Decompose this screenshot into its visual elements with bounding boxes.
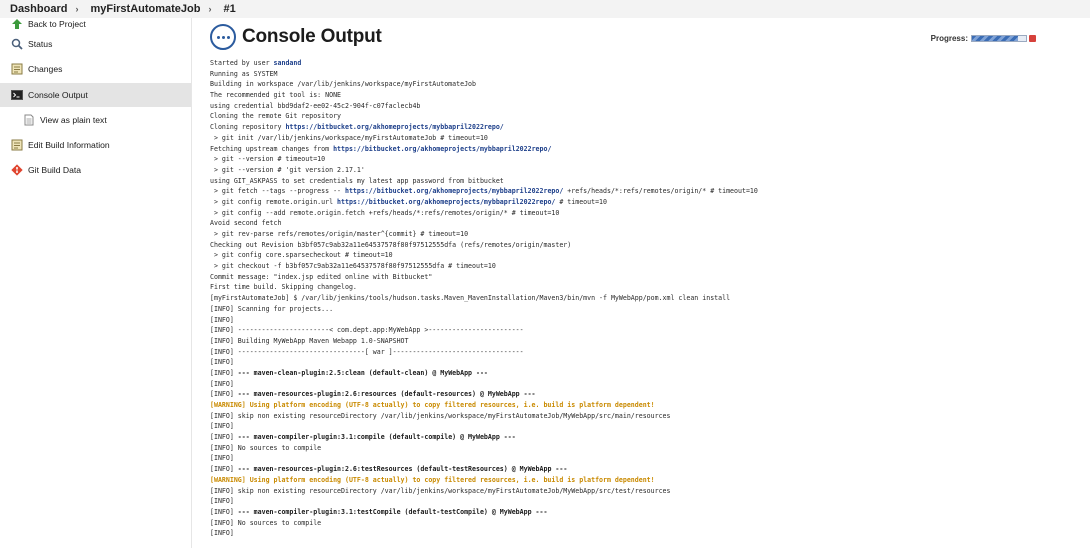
console-line-text: [myFirstAutomateJob] $ /var/lib/jenkins/tools/hudson.tasks.Maven_MavenInstallation/Maven3/bin/mvn -f MyWebApp/pom.xml clean install <box>210 294 731 303</box>
console-line <box>210 453 1070 464</box>
console-line-text: > git config core.sparsecheckout # timeout=10 <box>210 251 393 260</box>
console-line-text: [INFO] <box>210 465 238 474</box>
build-progress <box>931 34 1036 43</box>
console-line-text: [INFO] <box>210 315 234 324</box>
console-line <box>210 133 1070 144</box>
console-line-text: [INFO] --------------------------------[ war ]--------------------------------- <box>210 347 524 356</box>
console-line <box>210 79 1070 90</box>
sidebar-item-label: View as plain text <box>40 114 107 125</box>
console-line <box>210 218 1070 229</box>
console-link[interactable]: sandand <box>273 59 302 67</box>
console-line-text: > git rev-parse refs/remotes/origin/master^{commit} # timeout=10 <box>210 230 469 238</box>
main-content <box>200 18 1080 548</box>
console-line <box>210 304 1070 315</box>
console-line-text: [INFO] Scanning for projects... <box>210 304 334 313</box>
sidebar-item-label: Back to Project <box>28 19 86 29</box>
console-line <box>210 186 1070 197</box>
console-line-text: [INFO] <box>210 454 234 463</box>
console-line <box>210 379 1070 390</box>
console-line-text: > git config --add remote.origin.fetch +refs/heads/*:refs/remotes/origin/* # timeout=10 <box>210 208 560 217</box>
breadcrumb <box>0 0 1090 18</box>
stop-build-icon[interactable] <box>1029 35 1036 42</box>
console-icon <box>210 24 236 50</box>
console-line-text: Started by user <box>210 59 274 67</box>
console-line <box>210 528 1070 539</box>
progress-label: Progress: <box>930 34 968 43</box>
sidebar-item-label: Git Build Data <box>28 165 82 176</box>
console-line <box>210 293 1070 304</box>
sidebar-item-back-to-project[interactable] <box>0 18 191 30</box>
console-line-text: [INFO] skip non existing resourceDirectory /var/lib/jenkins/workspace/myFirstAutomateJob/MyWebApp/src/test/resources <box>210 486 671 495</box>
console-line <box>210 368 1070 379</box>
console-line-step: --- maven-clean-plugin:2.5:clean (default-clean) @ MyWebApp --- <box>237 368 488 377</box>
console-line <box>210 165 1070 176</box>
console-link[interactable]: https://bitbucket.org/akhomeprojects/mybbapril2022repo/ <box>344 187 564 196</box>
console-line <box>210 443 1070 454</box>
console-line-text: The recommended git tool is: NONE <box>210 91 342 100</box>
console-line <box>210 421 1070 432</box>
console-line <box>210 154 1070 165</box>
console-line-suffix: +refs/heads/*:refs/remotes/origin/* # timeout=10 <box>563 187 758 196</box>
console-line-step: --- maven-resources-plugin:2.6:testResources (default-testResources) @ MyWebApp --- <box>237 465 568 474</box>
console-line <box>210 336 1070 347</box>
console-line <box>210 496 1070 507</box>
console-line-text: Cloning repository <box>210 123 286 132</box>
console-line <box>210 464 1070 475</box>
breadcrumb-chevron-icon[interactable]: › <box>75 4 79 14</box>
console-line <box>210 122 1070 133</box>
console-line <box>210 507 1070 518</box>
sidebar-item-console-output[interactable] <box>0 83 191 107</box>
progress-bar <box>971 35 1027 42</box>
console-line-text: > git init /var/lib/jenkins/workspace/myFirstAutomateJob # timeout=10 <box>210 133 488 142</box>
console-line-text: [INFO] <box>210 433 238 442</box>
console-line-text: [INFO] <box>210 390 238 399</box>
console-line <box>210 176 1070 187</box>
sidebar-item-label: Console Output <box>28 89 88 100</box>
console-line <box>210 411 1070 422</box>
console-line <box>210 389 1070 400</box>
console-line-text: Cloning the remote Git repository <box>210 112 342 121</box>
console-line <box>210 347 1070 358</box>
sidebar-item-label: Edit Build Information <box>28 140 110 151</box>
console-line-text: [INFO] <box>210 379 234 388</box>
console-line <box>210 518 1070 529</box>
console-line-step: --- maven-resources-plugin:2.6:resources (default-resources) @ MyWebApp --- <box>237 390 536 399</box>
console-line <box>210 208 1070 219</box>
sidebar-item-view-as-plain-text[interactable] <box>0 108 191 132</box>
console-line <box>210 229 1070 240</box>
progress-fill <box>972 36 1018 41</box>
up-arrow-icon <box>10 18 23 31</box>
console-line-step: --- maven-compiler-plugin:3.1:testCompile (default-testCompile) @ MyWebApp --- <box>237 507 548 516</box>
console-line-text: [WARNING] Using platform encoding (UTF-8 actually) to copy filtered resources, i.e. build is platform dependent! <box>210 401 655 409</box>
console-line <box>210 240 1070 251</box>
console-line <box>210 272 1070 283</box>
page-title: Console Output <box>242 26 382 47</box>
console-line <box>210 400 1070 411</box>
console-line <box>210 101 1070 112</box>
console-line <box>210 69 1070 80</box>
console-line <box>210 144 1070 155</box>
console-line-step: --- maven-compiler-plugin:3.1:compile (default-compile) @ MyWebApp --- <box>237 433 516 442</box>
console-line <box>210 357 1070 368</box>
console-line <box>210 282 1070 293</box>
console-line-text: [INFO] <box>210 529 234 538</box>
console-line-text: Checking out Revision b3bf057c9ab32a11e64537578f80f97512555dfa (refs/remotes/origin/master) <box>210 240 572 249</box>
console-line-text: [INFO] <box>210 358 234 367</box>
console-line-text: using GIT_ASKPASS to set credentials my latest app password from bitbucket <box>210 176 504 185</box>
console-line-text: > git config remote.origin.url <box>210 197 338 206</box>
sidebar-item-label: Changes <box>28 64 63 75</box>
console-line-text: Building in workspace /var/lib/jenkins/workspace/myFirstAutomateJob <box>210 80 476 89</box>
console-line-text: [INFO] No sources to compile <box>210 443 322 452</box>
console-line-text: [INFO] Building MyWebApp Maven Webapp 1.0-SNAPSHOT <box>210 336 409 345</box>
console-line <box>210 475 1070 486</box>
console-link[interactable]: https://bitbucket.org/akhomeprojects/mybbapril2022repo/ <box>337 197 556 206</box>
sidebar-item-label: Status <box>28 39 53 49</box>
search-icon <box>10 38 23 51</box>
sidebar <box>0 18 192 548</box>
document-icon <box>22 113 35 126</box>
console-line-text: > git checkout -f b3bf057c9ab32a11e64537578f80f97512555dfa # timeout=10 <box>210 262 496 271</box>
console-line-text: Avoid second fetch <box>210 219 282 228</box>
git-icon <box>10 164 23 177</box>
console-line-text: > git --version # timeout=10 <box>210 155 326 164</box>
console-link[interactable]: https://bitbucket.org/akhomeprojects/mybbapril2022repo/ <box>285 123 504 132</box>
sidebar-item-git-build-data[interactable] <box>0 158 191 182</box>
console-line-text: First time build. Skipping changelog. <box>210 283 357 292</box>
console-line-text: [INFO] <box>210 422 234 431</box>
sidebar-item-status[interactable] <box>0 32 191 56</box>
breadcrumb-job[interactable]: myFirstAutomateJob <box>90 3 201 15</box>
console-line <box>210 90 1070 101</box>
console-log <box>210 58 1070 539</box>
console-line-text: [INFO] skip non existing resourceDirectory /var/lib/jenkins/workspace/myFirstAutomateJob/MyWebApp/src/main/resources <box>210 411 671 420</box>
console-line <box>210 58 1070 69</box>
console-line <box>210 325 1070 336</box>
breadcrumb-chevron-icon[interactable]: › <box>208 4 212 14</box>
breadcrumb-build[interactable]: #1 <box>223 3 236 15</box>
console-line-text: [WARNING] Using platform encoding (UTF-8 actually) to copy filtered resources, i.e. build is platform dependent! <box>210 475 655 484</box>
console-line <box>210 486 1070 497</box>
console-line-text: > git fetch --tags --progress -- <box>210 187 345 196</box>
console-line-text: Commit message: "index.jsp edited online with Bitbucket" <box>210 272 433 281</box>
console-line-text: using credential bbd9daf2-ee02-45c2-904f-c07faclecb4b <box>210 101 421 110</box>
console-line <box>210 197 1070 208</box>
console-line-suffix: # timeout=10 <box>555 197 607 206</box>
console-line-text: > git --version # 'git version 2.17.1' <box>210 165 365 174</box>
console-line <box>210 111 1070 122</box>
console-line <box>210 261 1070 272</box>
console-line-text: Fetching upstream changes from <box>210 144 334 153</box>
console-line-text: Running as SYSTEM <box>210 69 278 78</box>
console-line <box>210 250 1070 261</box>
console-line-text: [INFO] No sources to compile <box>210 518 322 527</box>
console-link[interactable]: https://bitbucket.org/akhomeprojects/mybbapril2022repo/ <box>333 144 552 153</box>
sidebar-item-changes[interactable] <box>0 57 191 81</box>
console-line-text: [INFO] -----------------------< com.dept.app:MyWebApp >------------------------ <box>210 326 524 335</box>
terminal-icon <box>10 88 23 101</box>
page-header <box>210 24 382 50</box>
notepad-icon <box>10 139 23 152</box>
console-line-text: [INFO] <box>210 497 234 506</box>
notepad-icon <box>10 63 23 76</box>
console-line <box>210 432 1070 443</box>
breadcrumb-dashboard[interactable]: Dashboard <box>10 3 68 15</box>
sidebar-item-edit-build-information[interactable] <box>0 133 191 157</box>
console-line-text: [INFO] <box>210 368 238 377</box>
console-line-text: [INFO] <box>210 507 238 516</box>
console-line <box>210 315 1070 326</box>
